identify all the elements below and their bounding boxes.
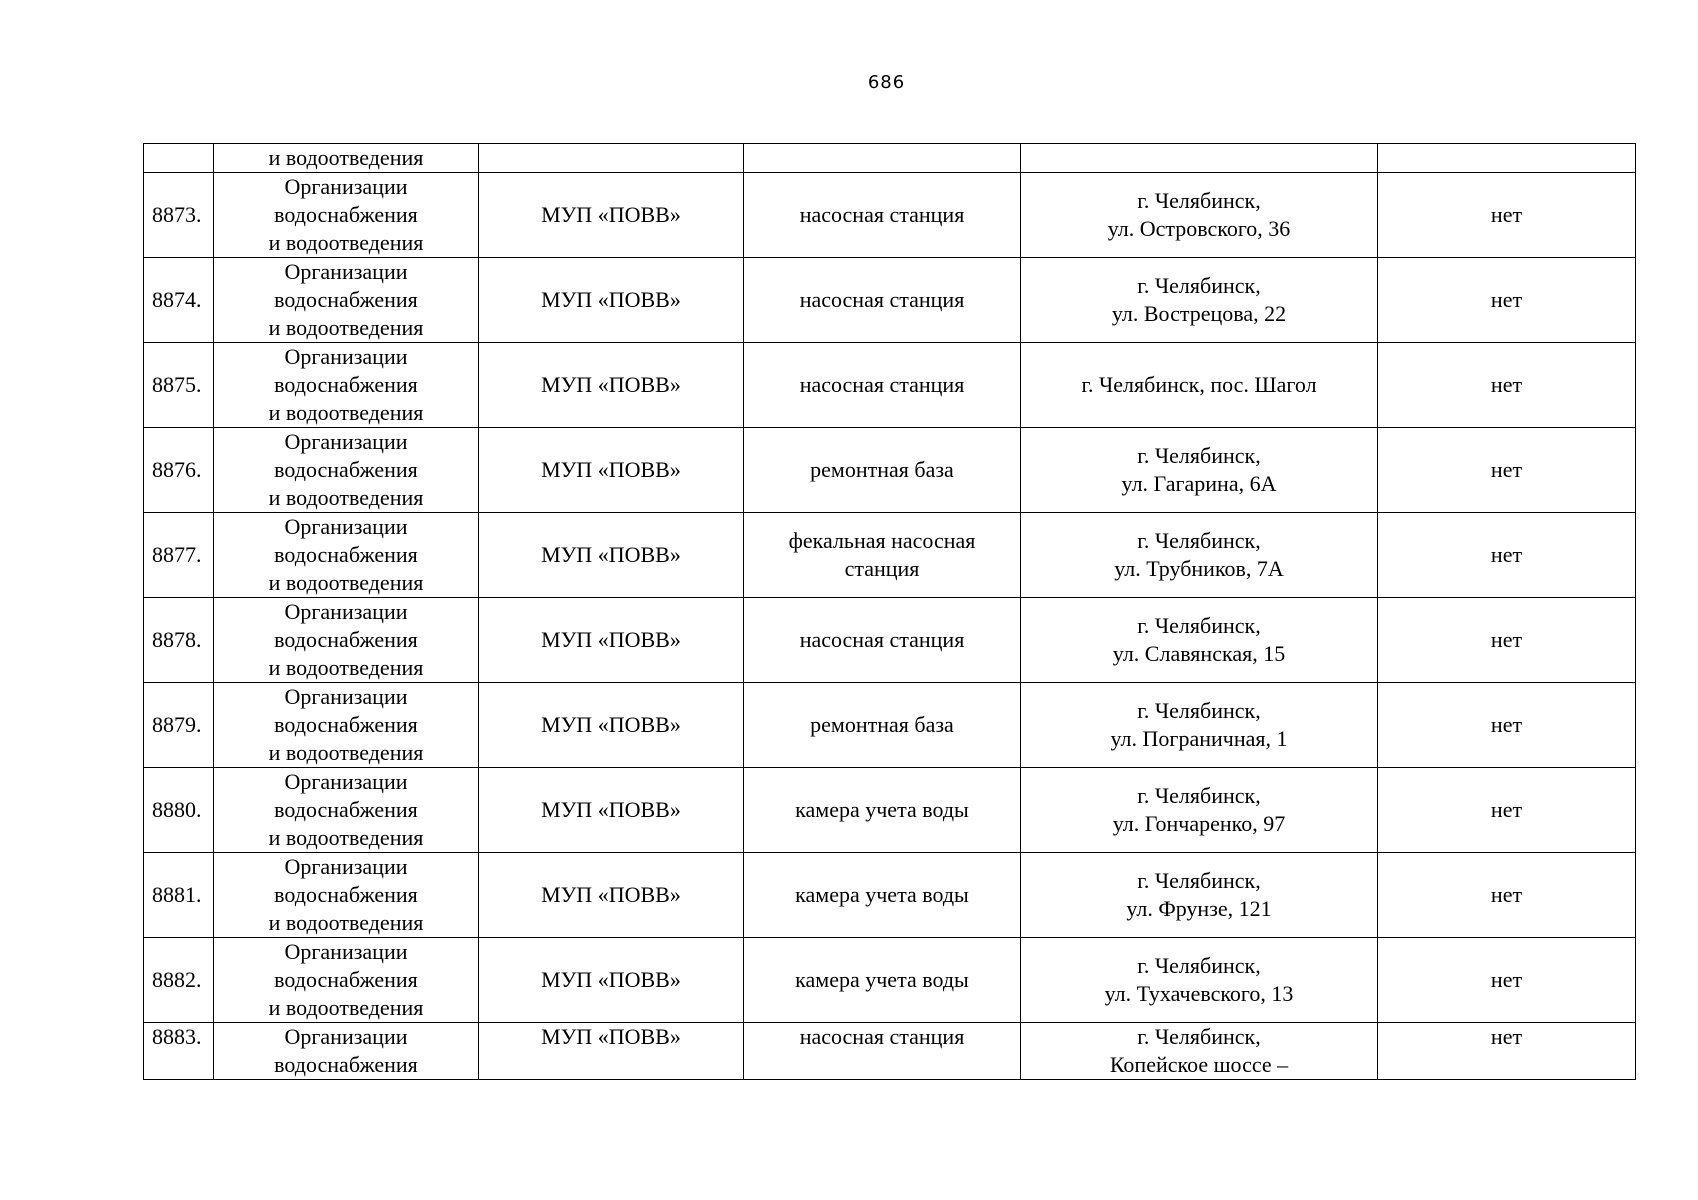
cell-status: нет bbox=[1378, 428, 1636, 513]
cell-organization: МУП «ПОВВ» bbox=[479, 768, 744, 853]
category-line: Организации bbox=[284, 344, 408, 369]
cell-number: 8878. bbox=[144, 598, 214, 683]
cell-category bbox=[214, 513, 479, 598]
address-line: г. Челябинск, bbox=[1137, 613, 1261, 638]
cell-category bbox=[214, 258, 479, 343]
cell-address bbox=[1021, 258, 1378, 343]
category-line: Организации bbox=[284, 174, 408, 199]
category-line: и водоотведения bbox=[268, 485, 424, 510]
cell-organization: МУП «ПОВВ» bbox=[479, 428, 744, 513]
address-line: г. Челябинск, bbox=[1137, 443, 1261, 468]
category-line: водоснабжения bbox=[274, 457, 418, 482]
cell-organization: МУП «ПОВВ» bbox=[479, 343, 744, 428]
category-line: водоснабжения bbox=[274, 372, 418, 397]
address-line: ул. Пограничная, 1 bbox=[1110, 726, 1288, 751]
category-line: и водоотведения bbox=[268, 740, 424, 765]
cell-category bbox=[214, 768, 479, 853]
category-line: водоснабжения bbox=[274, 882, 418, 907]
cell-address bbox=[1021, 598, 1378, 683]
cell-status: нет bbox=[1378, 513, 1636, 598]
category-line: водоснабжения bbox=[274, 542, 418, 567]
cell-object bbox=[744, 768, 1021, 853]
object-line: ремонтная база bbox=[810, 457, 954, 482]
cell-number: 8877. bbox=[144, 513, 214, 598]
category-line: Организации bbox=[284, 939, 408, 964]
object-line: насосная станция bbox=[799, 202, 965, 227]
cell-organization: МУП «ПОВВ» bbox=[479, 683, 744, 768]
table-row bbox=[144, 598, 1636, 683]
table-row bbox=[144, 853, 1636, 938]
cell-organization: МУП «ПОВВ» bbox=[479, 513, 744, 598]
cell-address bbox=[1021, 144, 1378, 173]
category-line: Организации bbox=[284, 259, 408, 284]
object-line: фекальная насосная bbox=[788, 528, 976, 553]
category-line: и водоотведения bbox=[268, 315, 424, 340]
cell-organization: МУП «ПОВВ» bbox=[479, 938, 744, 1023]
cell-object bbox=[744, 428, 1021, 513]
cell-status: нет bbox=[1378, 768, 1636, 853]
category-line: и водоотведения bbox=[268, 825, 424, 850]
registry-table bbox=[143, 143, 1636, 1080]
cell-address bbox=[1021, 173, 1378, 258]
address-line: г. Челябинск, bbox=[1137, 868, 1261, 893]
cell-number: 8882. bbox=[144, 938, 214, 1023]
cell-category bbox=[214, 938, 479, 1023]
table-row bbox=[144, 938, 1636, 1023]
cell-number: 8879. bbox=[144, 683, 214, 768]
cell-address bbox=[1021, 768, 1378, 853]
cell-object bbox=[744, 343, 1021, 428]
cell-number: 8875. bbox=[144, 343, 214, 428]
category-line: водоснабжения bbox=[274, 1052, 418, 1077]
address-line: ул. Гончаренко, 97 bbox=[1112, 811, 1286, 836]
category-line: водоснабжения bbox=[274, 202, 418, 227]
category-line: Организации bbox=[284, 769, 408, 794]
category-line: и водоотведения bbox=[268, 910, 424, 935]
cell-object bbox=[744, 144, 1021, 173]
object-line: камера учета воды bbox=[795, 882, 969, 907]
cell-object bbox=[744, 173, 1021, 258]
object-line: насосная станция bbox=[799, 1024, 965, 1049]
category-line: и водоотведения bbox=[268, 400, 424, 425]
cell-object bbox=[744, 683, 1021, 768]
category-line: Организации bbox=[284, 854, 408, 879]
cell-object bbox=[744, 853, 1021, 938]
cell-category bbox=[214, 144, 479, 173]
cell-status: нет bbox=[1378, 938, 1636, 1023]
address-line: Копейское шоссе – bbox=[1109, 1052, 1289, 1077]
category-line: и водоотведения bbox=[268, 145, 424, 170]
category-line: Организации bbox=[284, 1024, 408, 1049]
cell-category bbox=[214, 598, 479, 683]
cell-status: нет bbox=[1378, 258, 1636, 343]
cell-category bbox=[214, 683, 479, 768]
table-row bbox=[144, 683, 1636, 768]
address-line: г. Челябинск, bbox=[1137, 188, 1261, 213]
cell-status: нет bbox=[1378, 683, 1636, 768]
table-row bbox=[144, 173, 1636, 258]
cell-status: нет bbox=[1378, 853, 1636, 938]
object-line: ремонтная база bbox=[810, 712, 954, 737]
cell-number: 8883. bbox=[144, 1023, 214, 1080]
object-line: насосная станция bbox=[799, 627, 965, 652]
address-line: г. Челябинск, bbox=[1137, 783, 1261, 808]
address-line: ул. Вострецова, 22 bbox=[1111, 301, 1287, 326]
cell-address bbox=[1021, 683, 1378, 768]
cell-status: нет bbox=[1378, 598, 1636, 683]
table-row bbox=[144, 513, 1636, 598]
cell-object bbox=[744, 598, 1021, 683]
category-line: и водоотведения bbox=[268, 995, 424, 1020]
cell-organization: МУП «ПОВВ» bbox=[479, 173, 744, 258]
category-line: Организации bbox=[284, 599, 408, 624]
address-line: г. Челябинск, пос. Шагол bbox=[1081, 372, 1317, 397]
cell-number: 8880. bbox=[144, 768, 214, 853]
category-line: водоснабжения bbox=[274, 287, 418, 312]
table-row bbox=[144, 258, 1636, 343]
cell-number: 8873. bbox=[144, 173, 214, 258]
cell-address bbox=[1021, 343, 1378, 428]
table-row bbox=[144, 1023, 1636, 1080]
cell-status: нет bbox=[1378, 343, 1636, 428]
cell-status bbox=[1378, 144, 1636, 173]
cell-organization: МУП «ПОВВ» bbox=[479, 598, 744, 683]
cell-organization: МУП «ПОВВ» bbox=[479, 258, 744, 343]
address-line: г. Челябинск, bbox=[1137, 273, 1261, 298]
category-line: водоснабжения bbox=[274, 627, 418, 652]
cell-category bbox=[214, 428, 479, 513]
table-row-continuation bbox=[144, 144, 1636, 173]
cell-status: нет bbox=[1378, 1023, 1636, 1080]
address-line: ул. Гагарина, 6А bbox=[1121, 471, 1277, 496]
cell-number: 8876. bbox=[144, 428, 214, 513]
category-line: Организации bbox=[284, 514, 408, 539]
address-line: г. Челябинск, bbox=[1137, 1024, 1261, 1049]
category-line: водоснабжения bbox=[274, 712, 418, 737]
category-line: Организации bbox=[284, 429, 408, 454]
cell-category bbox=[214, 1023, 479, 1080]
cell-object bbox=[744, 513, 1021, 598]
cell-object bbox=[744, 1023, 1021, 1080]
cell-organization: МУП «ПОВВ» bbox=[479, 853, 744, 938]
object-line: насосная станция bbox=[799, 287, 965, 312]
cell-address bbox=[1021, 853, 1378, 938]
cell-category bbox=[214, 853, 479, 938]
cell-address bbox=[1021, 513, 1378, 598]
page-number: 686 bbox=[867, 72, 906, 93]
address-line: г. Челябинск, bbox=[1137, 953, 1261, 978]
object-line: насосная станция bbox=[799, 372, 965, 397]
cell-number: 8881. bbox=[144, 853, 214, 938]
category-line: и водоотведения bbox=[268, 655, 424, 680]
object-line: камера учета воды bbox=[795, 797, 969, 822]
category-line: и водоотведения bbox=[268, 230, 424, 255]
address-line: ул. Славянская, 15 bbox=[1112, 641, 1286, 666]
category-line: и водоотведения bbox=[268, 570, 424, 595]
cell-organization bbox=[479, 144, 744, 173]
address-line: ул. Тухачевского, 13 bbox=[1104, 981, 1294, 1006]
cell-organization: МУП «ПОВВ» bbox=[479, 1023, 744, 1080]
object-line: станция bbox=[844, 556, 920, 581]
registry-body bbox=[144, 144, 1636, 1080]
category-line: Организации bbox=[284, 684, 408, 709]
cell-number: 8874. bbox=[144, 258, 214, 343]
cell-object bbox=[744, 938, 1021, 1023]
cell-object bbox=[744, 258, 1021, 343]
cell-category bbox=[214, 173, 479, 258]
category-line: водоснабжения bbox=[274, 967, 418, 992]
cell-category bbox=[214, 343, 479, 428]
cell-address bbox=[1021, 938, 1378, 1023]
address-line: ул. Трубников, 7А bbox=[1114, 556, 1284, 581]
object-line: камера учета воды bbox=[795, 967, 969, 992]
category-line: водоснабжения bbox=[274, 797, 418, 822]
address-line: г. Челябинск, bbox=[1137, 528, 1261, 553]
cell-address bbox=[1021, 1023, 1378, 1080]
cell-status: нет bbox=[1378, 173, 1636, 258]
cell-address bbox=[1021, 428, 1378, 513]
table-row bbox=[144, 768, 1636, 853]
table-row bbox=[144, 428, 1636, 513]
address-line: ул. Островского, 36 bbox=[1107, 216, 1291, 241]
address-line: г. Челябинск, bbox=[1137, 698, 1261, 723]
cell-number bbox=[144, 144, 214, 173]
table-row bbox=[144, 343, 1636, 428]
address-line: ул. Фрунзе, 121 bbox=[1126, 896, 1272, 921]
